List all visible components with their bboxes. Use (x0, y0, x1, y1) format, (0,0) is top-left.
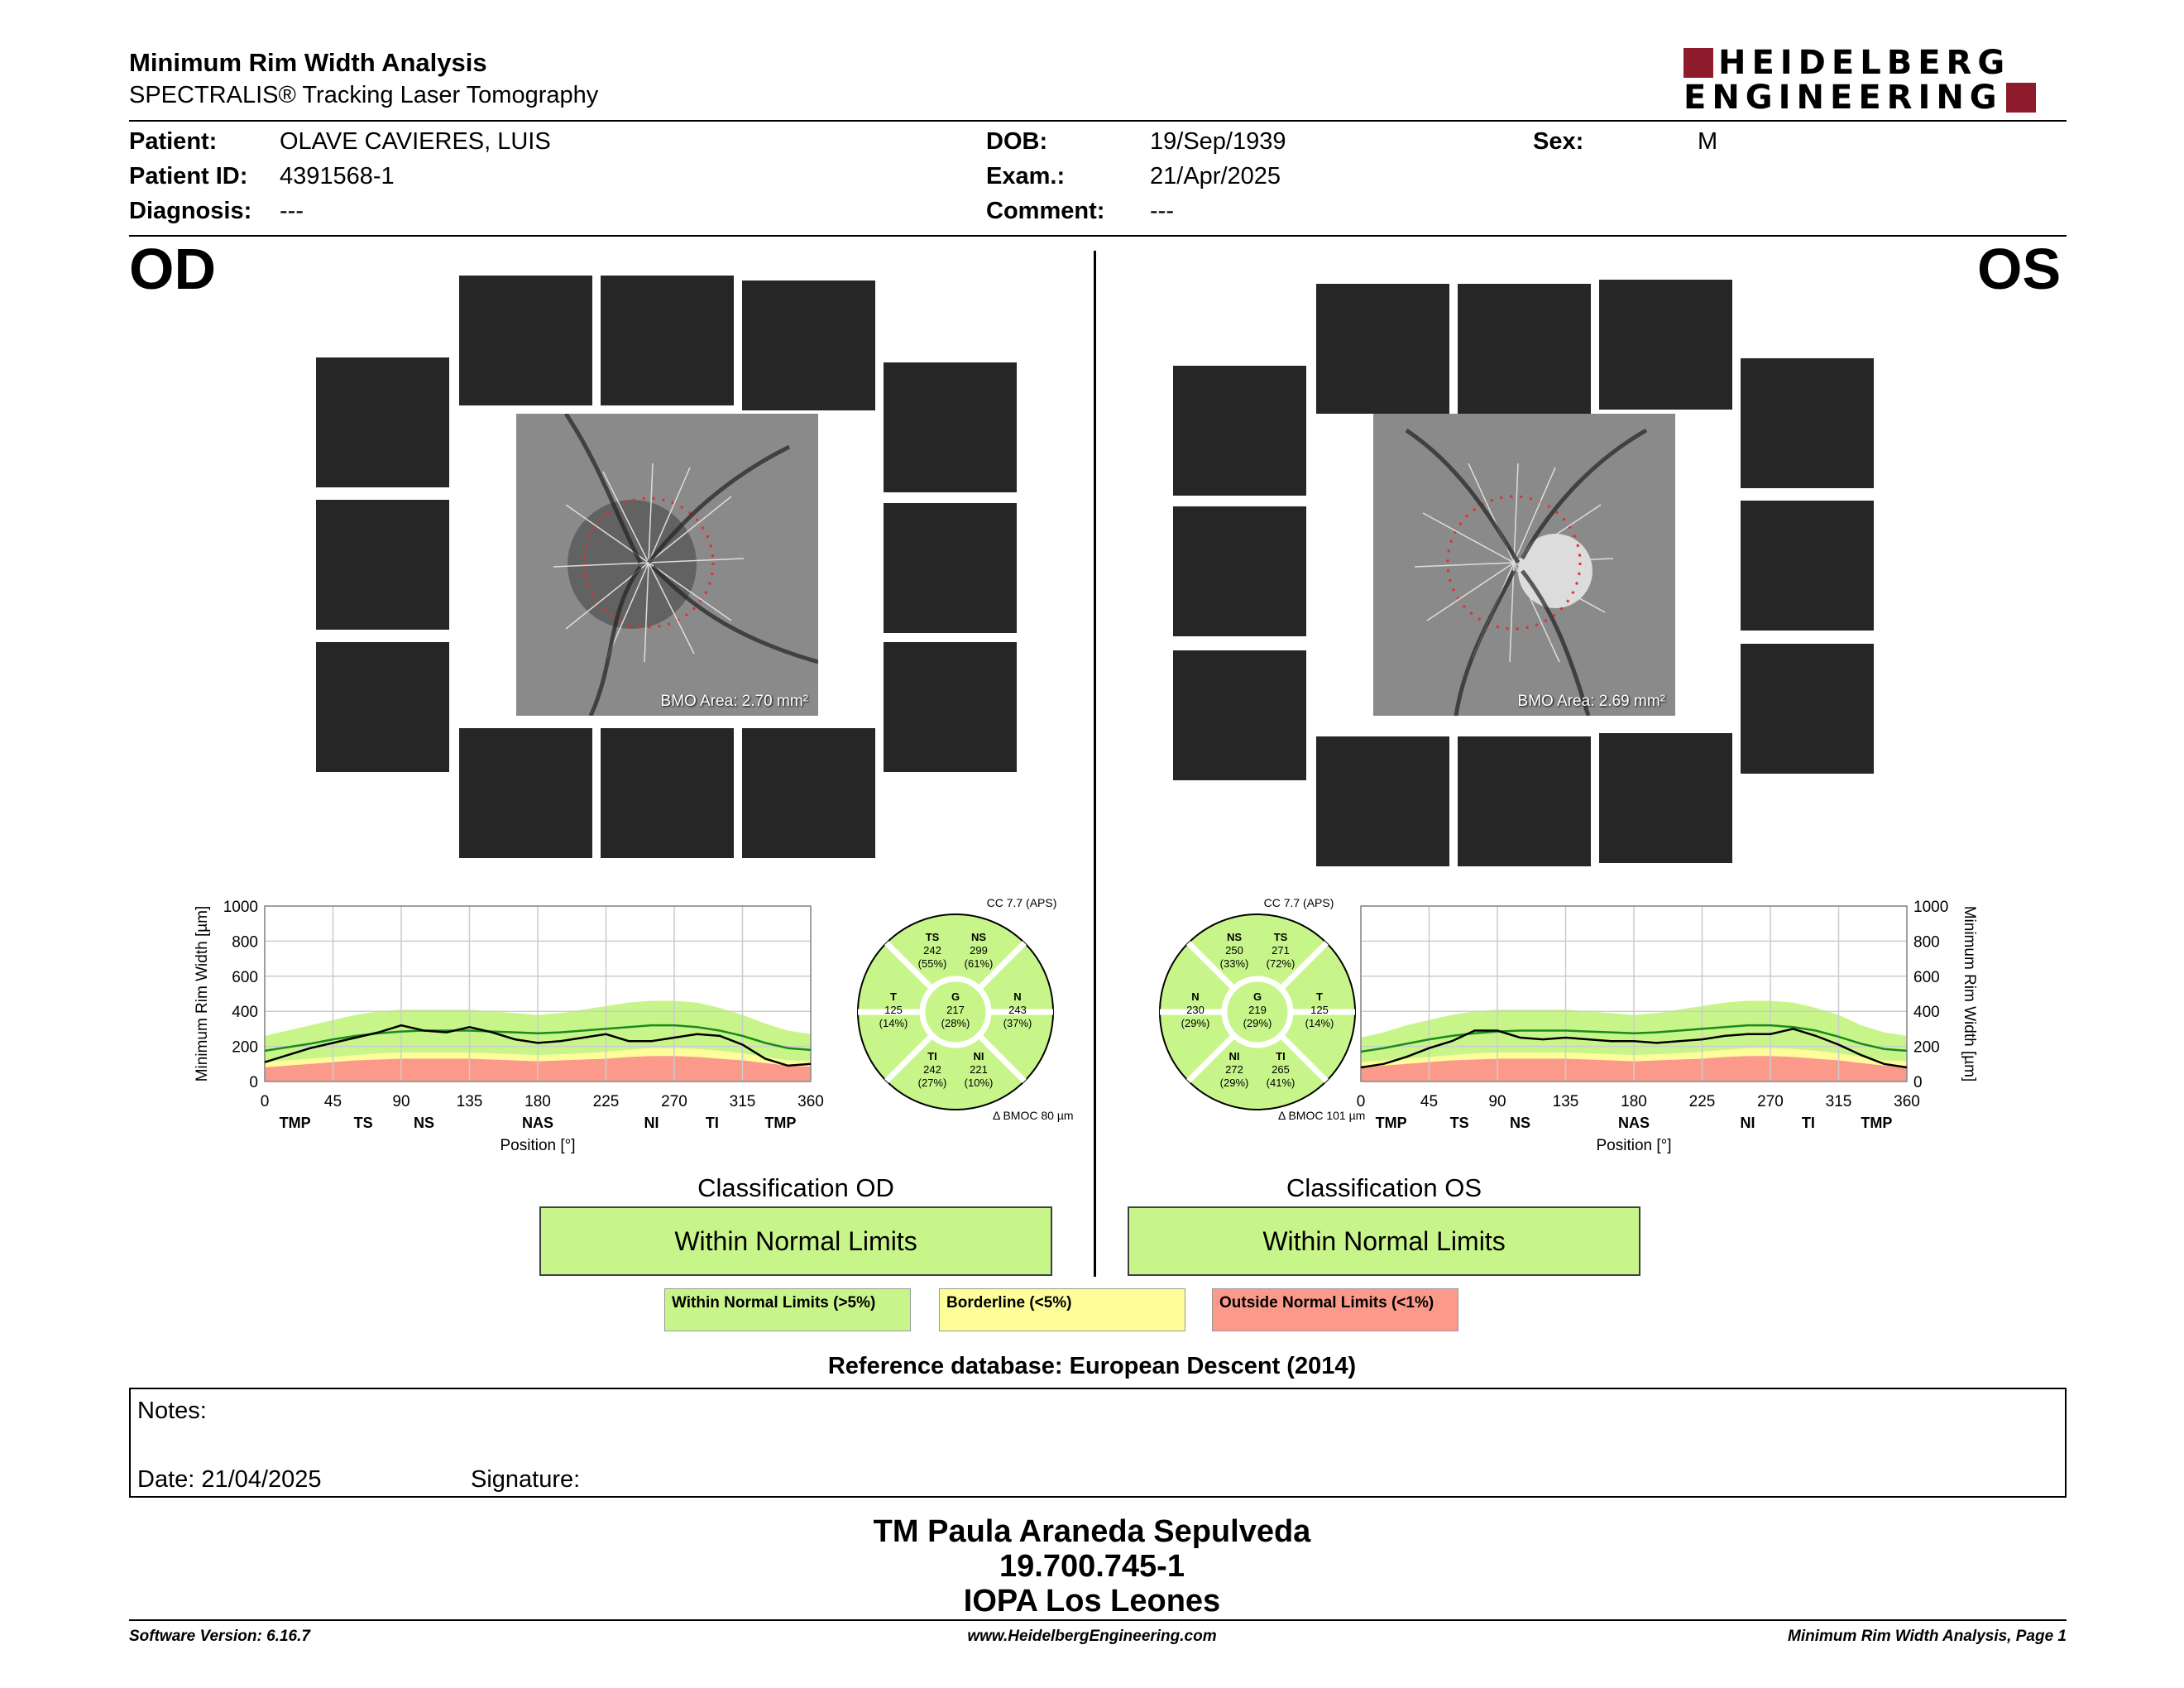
sector-percentile: (61%) (964, 957, 994, 970)
oct-scan-thumbnail (601, 728, 734, 858)
sector-percentile: (28%) (941, 1017, 970, 1029)
sector-name: G (1252, 990, 1262, 1003)
x-tick-label: 45 (1420, 1093, 1439, 1110)
x-tick-label: 270 (1757, 1093, 1784, 1110)
legend-within-normal: Within Normal Limits (>5%) (664, 1288, 911, 1331)
notes-box (129, 1388, 2067, 1498)
y-tick-label: 200 (1913, 1038, 1940, 1057)
signature-block (0, 1514, 2184, 1618)
oct-scan-thumbnail (884, 503, 1017, 633)
y-tick-label: 0 (1913, 1074, 1923, 1091)
comment-label: Comment: (986, 198, 1105, 224)
oct-scan-thumbnail (884, 642, 1017, 772)
x-tick-label: 90 (392, 1093, 410, 1110)
sector-axis-label: NAS (1617, 1115, 1650, 1131)
sector-axis-label: TS (353, 1115, 373, 1131)
exam-label: Exam.: (986, 163, 1066, 189)
heidelberg-logo (1684, 46, 2068, 118)
signer-place: IOPA Los Leones (963, 1584, 1221, 1618)
sex-value: M (1698, 128, 1718, 155)
os-label: OS (1977, 237, 2062, 301)
sector-name: TI (1276, 1050, 1286, 1062)
patient-id: 4391568-1 (280, 163, 395, 189)
y-tick-label: 400 (232, 1004, 258, 1022)
sector-axis-label: TI (705, 1115, 719, 1131)
sector-axis-label: TI (1801, 1115, 1815, 1131)
sector-percentile: (29%) (1243, 1017, 1272, 1029)
sector-name: G (951, 990, 960, 1003)
patient-name: OLAVE CAVIERES, LUIS (280, 128, 551, 155)
os-classification-result: Within Normal Limits (1128, 1206, 1640, 1276)
x-tick-label: 0 (260, 1093, 270, 1110)
sector-percentile: (14%) (879, 1017, 908, 1029)
sector-name: T (890, 990, 897, 1003)
oct-scan-thumbnail (1173, 650, 1306, 780)
sector-percentile: (55%) (917, 957, 947, 970)
x-tick-label: 180 (524, 1093, 551, 1110)
oct-scan-thumbnail (316, 500, 449, 630)
logo-line-1: HEIDELBERG (1684, 46, 2068, 80)
oct-scan-thumbnail (1316, 736, 1449, 866)
sex-label: Sex: (1533, 128, 1584, 155)
oct-scan-thumbnail (742, 281, 875, 410)
sector-percentile: (72%) (1266, 957, 1296, 970)
x-axis-title: Position [°] (500, 1137, 576, 1154)
sector-name: N (1191, 990, 1200, 1003)
y-tick-label: 1000 (223, 899, 258, 916)
logo-square-icon (2006, 83, 2036, 113)
sector-percentile: (33%) (1219, 957, 1249, 970)
y-tick-label: 800 (1913, 933, 1940, 952)
sector-value: 217 (946, 1004, 965, 1016)
y-tick-label: 400 (1913, 1004, 1940, 1022)
sector-value: 242 (923, 944, 941, 957)
oct-scan-thumbnail (1741, 501, 1874, 631)
diagnosis-label: Diagnosis: (129, 198, 252, 224)
oct-scan-thumbnail (884, 362, 1017, 492)
sector-name: NS (970, 931, 987, 943)
sector-axis-label: TMP (1375, 1115, 1407, 1131)
x-tick-label: 360 (797, 1093, 824, 1110)
signer-name: TM Paula Araneda Sepulveda (873, 1514, 1311, 1549)
oct-scan-thumbnail (1741, 358, 1874, 488)
exam-value: 21/Apr/2025 (1150, 163, 1281, 189)
sector-axis-label: NI (1740, 1115, 1755, 1131)
sector-value: 243 (1008, 1004, 1027, 1016)
cc-label: CC 7.7 (APS) (1263, 896, 1334, 909)
od-classification-result: Within Normal Limits (539, 1206, 1052, 1276)
sector-percentile: (10%) (964, 1077, 994, 1089)
patient-label: Patient: (129, 128, 218, 155)
sector-name: N (1013, 990, 1022, 1003)
x-tick-label: 360 (1894, 1093, 1920, 1110)
x-tick-label: 180 (1621, 1093, 1647, 1110)
sector-percentile: (29%) (1219, 1077, 1249, 1089)
oct-scan-thumbnail (601, 276, 734, 405)
y-tick-label: 200 (232, 1038, 258, 1057)
sector-axis-label: NAS (521, 1115, 554, 1131)
oct-scan-thumbnail (316, 357, 449, 487)
y-axis-title: Minimum Rim Width [µm] (1961, 905, 1978, 1082)
sector-value: 125 (884, 1004, 903, 1016)
sector-name: TI (927, 1050, 937, 1062)
report-title: Minimum Rim Width Analysis (129, 48, 487, 77)
x-tick-label: 90 (1488, 1093, 1506, 1110)
sector-axis-label: TS (1449, 1115, 1469, 1131)
oct-scan-thumbnail (1173, 366, 1306, 496)
y-tick-label: 600 (1913, 968, 1940, 986)
sector-name: NI (973, 1050, 984, 1062)
oct-scan-thumbnail (1316, 284, 1449, 414)
sector-percentile: (37%) (1003, 1017, 1032, 1029)
patient-id-label: Patient ID: (129, 163, 248, 189)
eye-divider (1094, 251, 1096, 1277)
oct-scan-thumbnail (459, 728, 592, 858)
sector-axis-label: TMP (1861, 1115, 1893, 1131)
sector-name: TS (1273, 931, 1288, 943)
bmoc-label: Δ BMOC 101 µm (1278, 1109, 1366, 1122)
logo-line-2: ENGINEERING (1684, 80, 2068, 115)
legend-borderline: Borderline (<5%) (939, 1288, 1185, 1331)
sector-value: 219 (1248, 1004, 1267, 1016)
oct-scan-thumbnail (742, 728, 875, 858)
sector-name: NI (1228, 1050, 1240, 1062)
x-tick-label: 315 (1825, 1093, 1852, 1110)
x-axis-title: Position [°] (1596, 1137, 1672, 1154)
y-tick-label: 0 (249, 1074, 258, 1091)
dob-value: 19/Sep/1939 (1150, 128, 1286, 155)
sector-axis-label: TMP (764, 1115, 797, 1131)
sector-value: 265 (1272, 1063, 1290, 1076)
sector-name: NS (1226, 931, 1243, 943)
sector-axis-label: TMP (279, 1115, 311, 1131)
fundus-scan-overlay (1373, 414, 1675, 716)
reference-database: Reference database: European Descent (2014) (827, 1353, 1357, 1379)
notes-label: Notes: (137, 1398, 207, 1424)
sector-value: 230 (1186, 1004, 1205, 1016)
os-sector-diagram (1138, 892, 1377, 1124)
info-divider (129, 235, 2067, 237)
website-link: www.HeidelbergEngineering.com (967, 1628, 1217, 1645)
sector-value: 299 (970, 944, 988, 957)
legend-outside-normal: Outside Normal Limits (<1%) (1212, 1288, 1458, 1331)
oct-scan-thumbnail (1173, 506, 1306, 636)
fundus-scan-overlay (516, 414, 818, 716)
od-classification-title: Classification OD (697, 1173, 894, 1202)
oct-scan-thumbnail (316, 642, 449, 772)
y-tick-label: 800 (232, 933, 258, 952)
x-tick-label: 315 (729, 1093, 756, 1110)
sector-axis-label: NI (644, 1115, 659, 1131)
software-version: Software Version: 6.16.7 (129, 1628, 310, 1645)
page-label: Minimum Rim Width Analysis, Page 1 (1788, 1628, 2067, 1645)
y-axis-title: Minimum Rim Width [µm] (194, 905, 211, 1082)
cc-label: CC 7.7 (APS) (986, 896, 1057, 909)
os-fundus-image (1373, 414, 1675, 716)
sector-name: TS (925, 931, 940, 943)
diagnosis-value: --- (280, 198, 304, 224)
od-fundus-image (516, 414, 818, 716)
od-label: OD (129, 237, 216, 301)
sector-name: T (1316, 990, 1323, 1003)
notes-date: Date: 21/04/2025 (137, 1466, 322, 1493)
os-profile-chart (1357, 898, 1994, 1179)
os-bmo-area: BMO Area: 2.69 mm² (1517, 693, 1665, 710)
bmoc-label: Δ BMOC 80 µm (993, 1109, 1074, 1122)
x-tick-label: 270 (661, 1093, 687, 1110)
sector-value: 242 (923, 1063, 941, 1076)
oct-scan-thumbnail (1599, 733, 1732, 863)
x-tick-label: 225 (1688, 1093, 1716, 1110)
oct-scan-thumbnail (1599, 280, 1732, 410)
sector-percentile: (41%) (1266, 1077, 1296, 1089)
sector-value: 250 (1225, 944, 1243, 957)
x-tick-label: 135 (1552, 1093, 1579, 1110)
signer-id: 19.700.745-1 (999, 1549, 1185, 1584)
header-divider (129, 120, 2067, 122)
x-tick-label: 135 (456, 1093, 483, 1110)
od-bmo-area: BMO Area: 2.70 mm² (660, 693, 808, 710)
oct-scan-thumbnail (459, 276, 592, 405)
sector-percentile: (14%) (1305, 1017, 1334, 1029)
sector-percentile: (29%) (1181, 1017, 1210, 1029)
oct-scan-thumbnail (1458, 736, 1591, 866)
comment-value: --- (1150, 198, 1174, 224)
x-tick-label: 45 (323, 1093, 342, 1110)
x-tick-label: 0 (1357, 1093, 1366, 1110)
sector-axis-label: NS (1509, 1115, 1531, 1131)
x-tick-label: 225 (592, 1093, 620, 1110)
sector-axis-label: NS (413, 1115, 435, 1131)
signature-label: Signature: (471, 1466, 581, 1493)
footer-divider (129, 1619, 2067, 1621)
y-tick-label: 1000 (1913, 899, 1949, 916)
sector-value: 125 (1310, 1004, 1329, 1016)
sector-percentile: (27%) (917, 1077, 947, 1089)
sector-value: 221 (970, 1063, 988, 1076)
od-profile-chart (190, 898, 827, 1179)
report-subtitle: SPECTRALIS® Tracking Laser Tomography (129, 82, 599, 108)
oct-scan-thumbnail (1741, 644, 1874, 774)
y-tick-label: 600 (232, 968, 258, 986)
sector-value: 271 (1272, 944, 1290, 957)
os-classification-title: Classification OS (1286, 1173, 1482, 1202)
logo-square-icon (1684, 48, 1713, 78)
dob-label: DOB: (986, 128, 1048, 155)
od-sector-diagram (836, 892, 1075, 1124)
sector-value: 272 (1225, 1063, 1243, 1076)
oct-scan-thumbnail (1458, 284, 1591, 414)
